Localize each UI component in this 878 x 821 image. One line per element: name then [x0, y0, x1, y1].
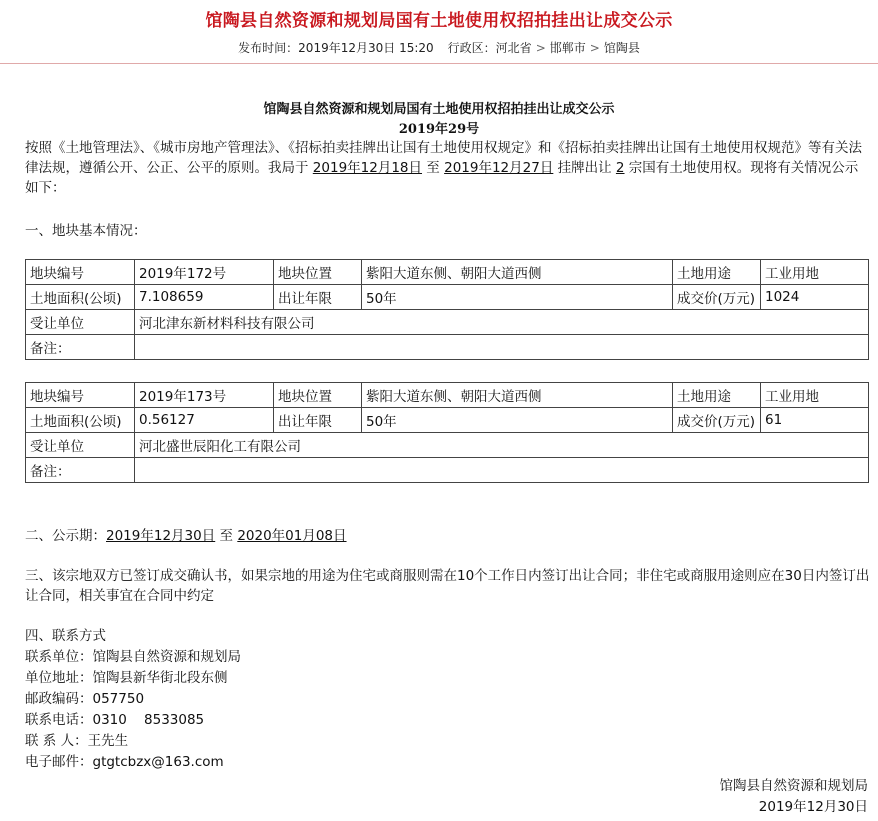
table-row [26, 285, 869, 310]
parcel-winner: 河北盛世辰阳化工有限公司 [135, 433, 869, 458]
cell-label: 备注： [26, 335, 135, 360]
table-row [26, 408, 869, 433]
parcel-area: 7.108659 [135, 285, 274, 310]
parcel-remark [135, 335, 869, 360]
document-number: 2019年29号 [398, 122, 480, 137]
table-row [26, 260, 869, 285]
region-county-link[interactable]: 馆陶县 [603, 41, 640, 55]
contact-unit: 联系单位：馆陶县自然资源和规划局 [25, 649, 241, 665]
cell-label: 成交价(万元) [673, 285, 761, 310]
breadcrumb-separator: > [589, 41, 600, 55]
cell-label: 出让年限 [274, 285, 362, 310]
region-city-link[interactable]: 邯郸市 [549, 41, 586, 55]
parcel-id: 2019年173号 [135, 383, 274, 408]
signature-date: 2019年12月30日 [758, 799, 868, 815]
publish-label: 发布时间： [238, 41, 299, 55]
cell-label: 土地用途 [673, 260, 761, 285]
notice-period: 二、公示期：2019年12月30日 至 2020年01月08日 [25, 528, 347, 544]
contact-address: 单位地址：馆陶县新华街北段东侧 [25, 670, 228, 686]
cell-label: 受让单位 [26, 310, 135, 335]
parcel-table-2 [25, 382, 869, 483]
cell-label: 成交价(万元) [673, 408, 761, 433]
cell-label: 地块编号 [26, 383, 135, 408]
parcel-id: 2019年172号 [135, 260, 274, 285]
cell-label: 土地用途 [673, 383, 761, 408]
parcel-use: 工业用地 [761, 260, 869, 285]
parcel-price: 1024 [761, 285, 869, 310]
region-province-link[interactable]: 河北省 [495, 41, 532, 55]
section1-heading: 一、地块基本情况： [25, 223, 147, 239]
cell-label: 土地面积(公顷) [26, 408, 135, 433]
table-row [26, 458, 869, 483]
cell-label: 备注： [26, 458, 135, 483]
parcel-location: 紫阳大道东侧、朝阳大道西侧 [362, 383, 673, 408]
table-row [26, 335, 869, 360]
contact-postcode: 邮政编码：057750 [25, 691, 145, 707]
document-title: 馆陶县自然资源和规划局国有土地使用权招拍挂出让成交公示 [263, 102, 615, 117]
signature-org: 馆陶县自然资源和规划局 [719, 778, 868, 794]
contact-email: 电子邮件：gtgtcbzx@163.com [25, 754, 224, 770]
cell-label: 出让年限 [274, 408, 362, 433]
cell-label: 受让单位 [26, 433, 135, 458]
listing-end-date: 2019年12月27日 [444, 160, 554, 176]
intro-paragraph: 按照《土地管理法》、《城市房地产管理法》、《招标拍卖挂牌出让国有土地使用权规定》和《招标拍卖挂牌出让国有土地使用权规范》等有关法律法规，遵循公开、公正、公平的原则。我局于 2019年12月18日 至 2019年12月27日 挂牌出让 2 宗国有土地使用权。现将有关情况公示如下： [25, 140, 862, 196]
header-divider [0, 63, 878, 64]
table-row [26, 383, 869, 408]
page-title: 馆陶县自然资源和规划局国有土地使用权招拍挂出让成交公示 [205, 11, 673, 31]
section3-paragraph: 三、该宗地双方已签订成交确认书，如果宗地的用途为住宅或商服则需在10个工作日内签订出让合同；非住宅或商服用途则应在30日内签订出让合同，相关事宜在合同中约定 [25, 568, 870, 604]
cell-label: 地块位置 [274, 383, 362, 408]
cell-label: 地块位置 [274, 260, 362, 285]
parcel-use: 工业用地 [761, 383, 869, 408]
period-start-date: 2019年12月30日 [106, 528, 216, 544]
parcel-winner: 河北津东新材料科技有限公司 [135, 310, 869, 335]
parcel-table-1 [25, 259, 869, 360]
contact-phone: 联系电话：0310 8533085 [25, 712, 205, 728]
contact-heading: 四、联系方式 [25, 628, 106, 644]
table-row [26, 433, 869, 458]
table-row [26, 310, 869, 335]
parcel-price: 61 [761, 408, 869, 433]
publish-meta [0, 39, 878, 56]
region-label: 行政区： [447, 41, 496, 55]
parcel-area: 0.56127 [135, 408, 274, 433]
breadcrumb-separator: > [535, 41, 546, 55]
listing-start-date: 2019年12月18日 [312, 160, 423, 176]
publish-time: 2019年12月30日 15:20 [298, 41, 434, 55]
parcel-term: 50年 [362, 285, 673, 310]
contact-person: 联 系 人：王先生 [25, 733, 129, 749]
parcel-term: 50年 [362, 408, 673, 433]
cell-label: 地块编号 [26, 260, 135, 285]
parcel-count: 2 [615, 160, 625, 176]
parcel-remark [135, 458, 869, 483]
cell-label: 土地面积(公顷) [26, 285, 135, 310]
period-end-date: 2020年01月08日 [237, 528, 347, 544]
parcel-location: 紫阳大道东侧、朝阳大道西侧 [362, 260, 673, 285]
